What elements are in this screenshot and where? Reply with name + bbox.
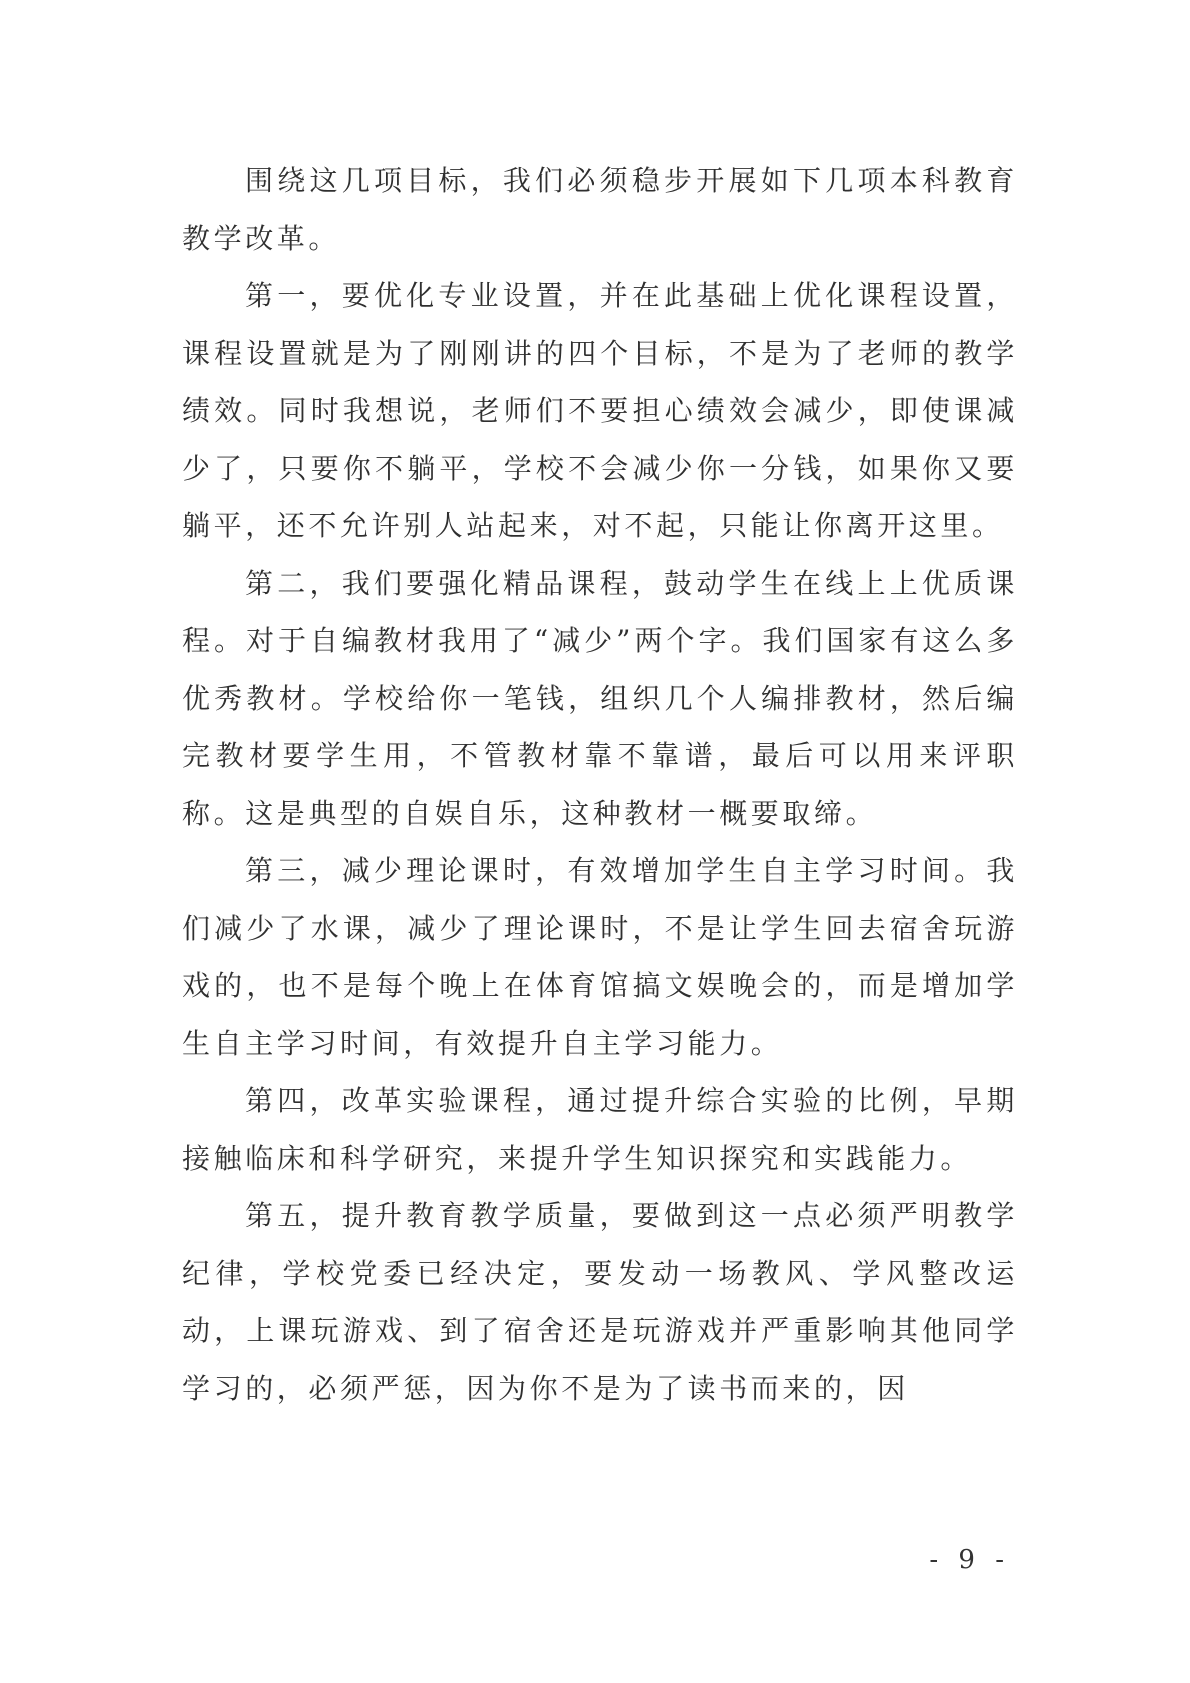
paragraph-second: 第二，我们要强化精品课程，鼓动学生在线上上优质课程。对于自编教材我用了“减少”两个字。我们国家有这么多优秀教材。学校给你一笔钱，组织几个人编排教材，然后编完教材要学生用，不管教材靠不靠谱，最后可以用来评职称。这是典型的自娱自乐，这种教材一概要取缔。 xyxy=(182,566,1018,830)
paragraph-fifth: 第五，提升教育教学质量，要做到这一点必须严明教学纪律，学校党委已经决定，要发动一场教风、学风整改运动，上课玩游戏、到了宿舍还是玩游戏并严重影响其他同学学习的，必须严惩，因为你不是为了读书而来的，因 xyxy=(182,1199,1018,1405)
paragraph-first: 第一，要优化专业设置，并在此基础上优化课程设置，课程设置就是为了刚刚讲的四个目标，不是为了老师的教学绩效。同时我想说，老师们不要担心绩效会减少，即使课减少了，只要你不躺平，学校不会减少你一分钱，如果你又要躺平，还不允许别人站起来，对不起，只能让你离开这里。 xyxy=(182,279,1018,542)
paragraph-third: 第三，减少理论课时，有效增加学生自主学习时间。我们减少了水课，减少了理论课时，不是让学生回去宿舍玩游戏的，也不是每个晚上在体育馆搞文娱晚会的，而是增加学生自主学习时间，有效提升自主学习能力。 xyxy=(182,854,1018,1060)
paragraph-fourth: 第四，改革实验课程，通过提升综合实验的比例，早期接触临床和科学研究，来提升学生知识探究和实践能力。 xyxy=(182,1084,1018,1175)
paragraph-intro: 围绕这几项目标，我们必须稳步开展如下几项本科教育教学改革。 xyxy=(182,164,1018,255)
document-body xyxy=(182,152,1018,1417)
page-number: - 9 - xyxy=(929,1545,1010,1575)
